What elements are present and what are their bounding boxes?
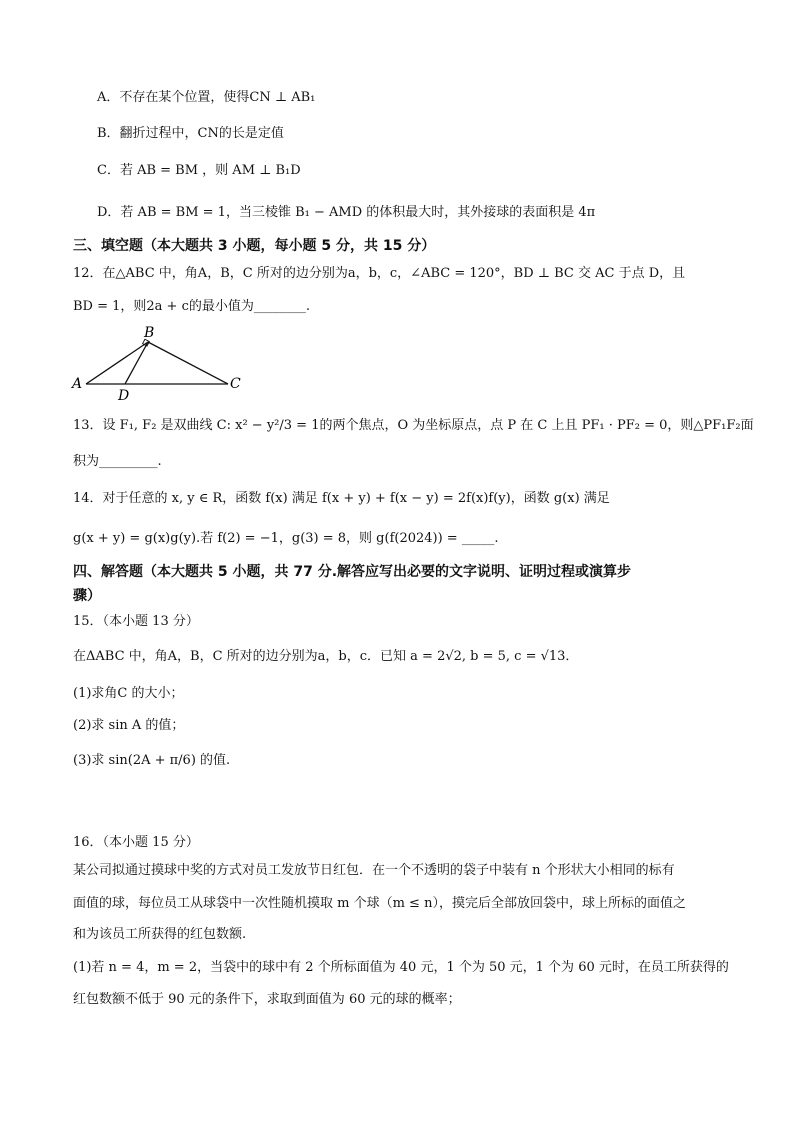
q16-line3: 和为该员工所获得的红包数额. [73,927,247,942]
section-4-heading-line1: 四、解答题（本大题共 5 小题，共 77 分.解答应写出必要的文字说明、证明过程或演算步 [73,564,632,580]
q12-line1: 12．在△ABC 中，角A，B，C 所对的边分别为a，b，c，∠ABC = 120°，BD ⊥ BC 交 AC 于点 D，且 [73,266,686,281]
label-b: B [144,325,155,341]
segment-bd [125,342,148,384]
q14-line1: 14．对于任意的 x, y ∈ R，函数 f(x) 满足 f(x + y) + f(x − y) = 2f(x)f(y)，函数 g(x) 满足 [73,491,610,506]
q13-line2: 积为_________. [73,454,162,469]
label-d: D [118,388,130,402]
q13-line1: 13．设 F₁, F₂ 是双曲线 C: x² − y²/3 = 1的两个焦点，O 为坐标原点，点 P 在 C 上且 PF₁ · PF₂ = 0，则△PF₁F₂面 [73,418,754,433]
q14-line2: g(x + y) = g(x)g(y).若 f(2) = −1，g(3) = 8，则 g(f(2024)) = _____. [73,531,499,546]
section-4-heading-line2: 骤） [73,588,101,604]
q16-line2: 面值的球，每位员工从球袋中一次性随机摸取 m 个球（m ≤ n），摸完后全部放回袋中，球上所标的面值之 [73,896,686,911]
section-3-heading: 三、填空题（本大题共 3 小题，每小题 5 分，共 15 分） [73,238,436,254]
option-b: B．翻折过程中，CN的长是定值 [97,126,284,141]
label-c: C [230,376,241,392]
label-a: A [72,376,83,392]
q15-part2: (2)求 sin A 的值； [73,718,185,733]
q16-line5: 红包数额不低于 90 元的条件下，求取到面值为 60 元的球的概率； [73,992,461,1007]
q16-line4: (1)若 n = 4，m = 2，当袋中的球中有 2 个所标面值为 40 元，1 个为 50 元，1 个为 60 元时，在员工所获得的 [73,960,729,975]
triangle-figure [70,322,250,402]
segment-bc [148,342,228,384]
q15-part1: (1)求角C 的大小； [73,686,184,701]
option-d: D．若 AB = BM = 1，当三棱锥 B₁ − AMD 的体积最大时，其外接球的表面积是 4π [97,205,596,220]
option-c: C．若 AB = BM ，则 AM ⊥ B₁D [97,163,301,178]
q15-part3: (3)求 sin(2A + π/6) 的值. [73,753,231,768]
segment-ab [86,342,148,384]
q15-title: 15．（本小题 13 分） [73,614,199,629]
q16-title: 16．（本小题 15 分） [73,835,199,850]
option-a: A．不存在某个位置，使得CN ⊥ AB₁ [97,90,316,105]
q15-stem: 在ΔABC 中，角A，B，C 所对的边分别为a，b，c．已知 a = 2√2, b = 5, c = √13． [73,649,579,664]
q16-line1: 某公司拟通过摸球中奖的方式对员工发放节日红包．在一个不透明的袋子中装有 n 个形状大小相同的标有 [73,863,675,878]
q12-line2: BD = 1，则2a + c的最小值为________. [73,299,310,314]
